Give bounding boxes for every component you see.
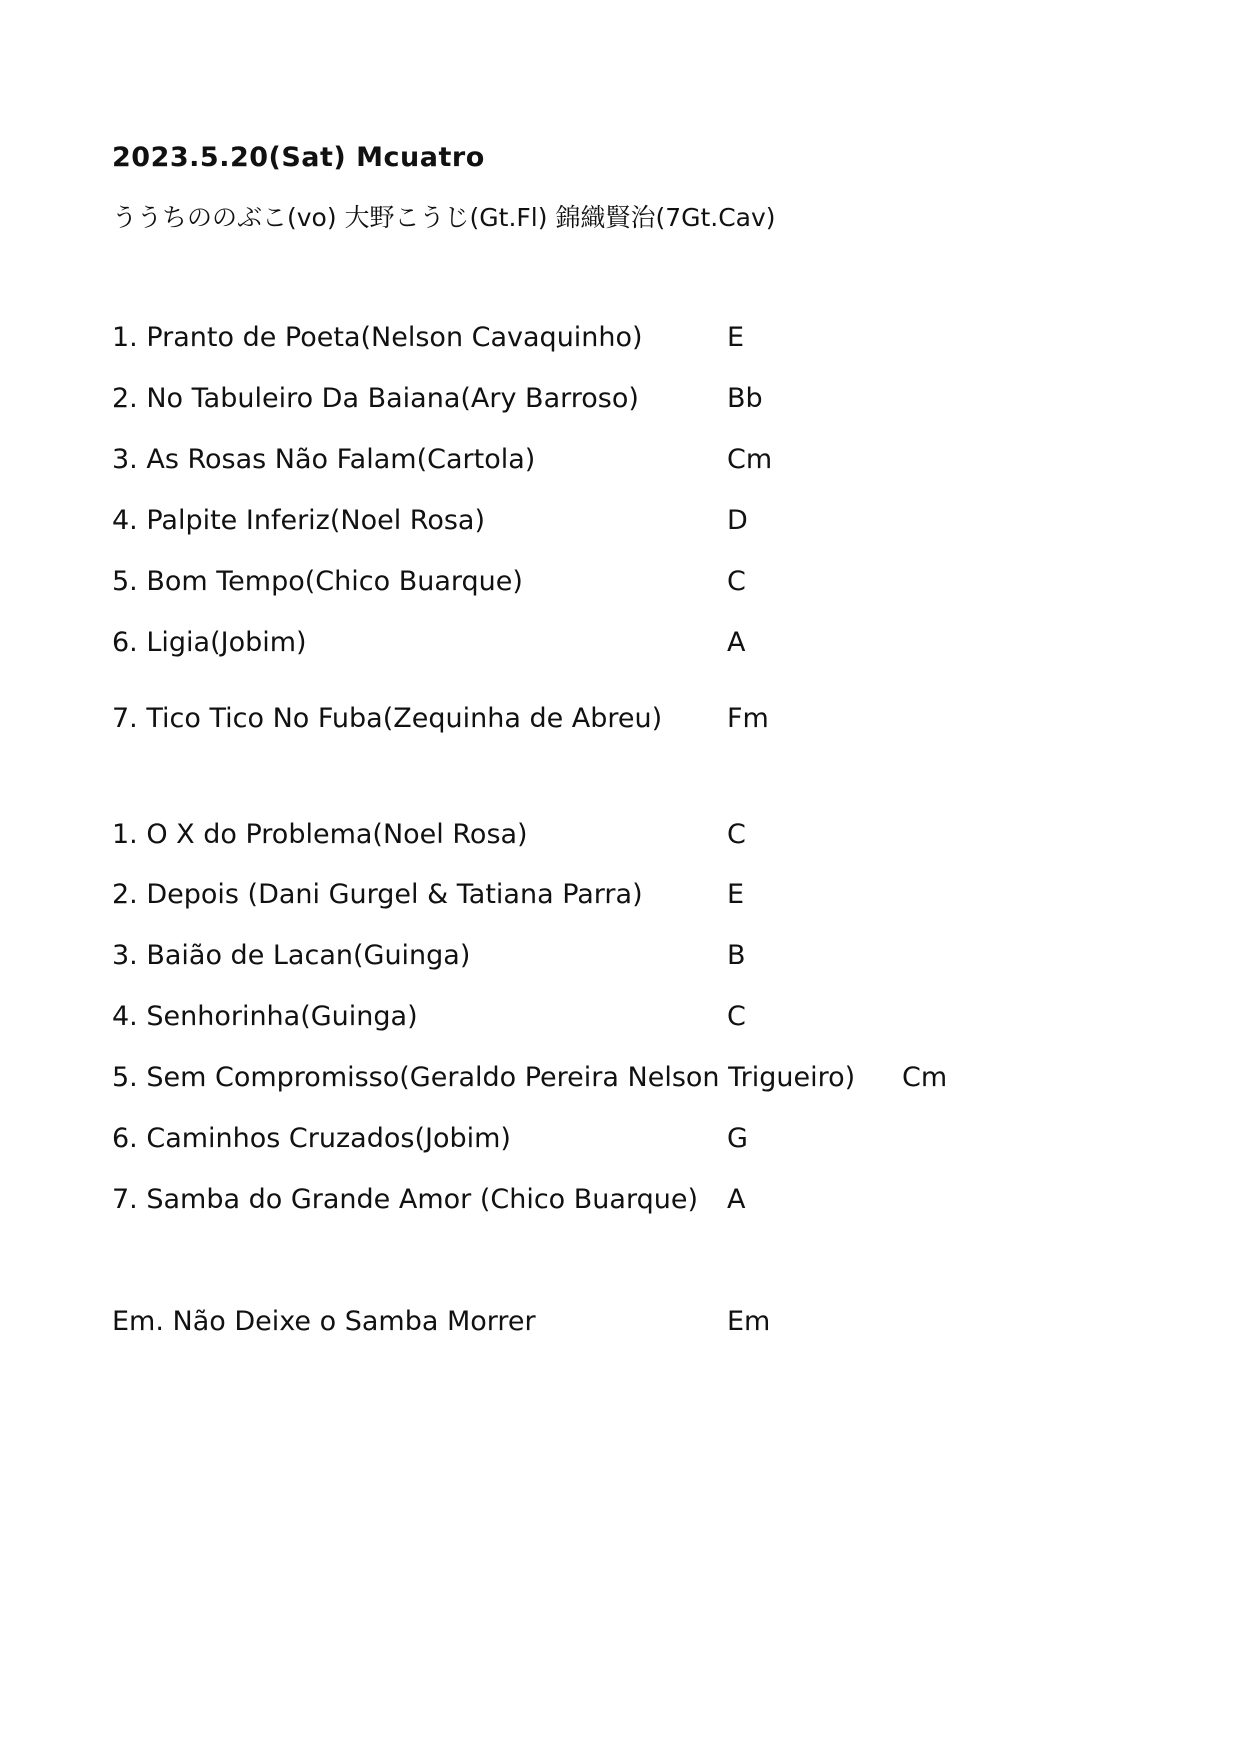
song-title: 7. Samba do Grande Amor (Chico Buarque)	[112, 1184, 698, 1215]
song-key: Fm	[727, 703, 769, 734]
song-key: Bb	[727, 383, 763, 414]
song-key: C	[727, 819, 746, 850]
song-key: Cm	[902, 1062, 948, 1093]
song-key: E	[727, 879, 745, 910]
song-key: B	[727, 940, 746, 971]
song-key: E	[727, 322, 745, 353]
song-title: 4. Palpite Inferiz(Noel Rosa)	[112, 505, 486, 536]
song-title: 3. As Rosas Não Falam(Cartola)	[112, 444, 536, 475]
song-title: 5. Bom Tempo(Chico Buarque)	[112, 566, 523, 597]
song-title: 1. Pranto de Poeta(Nelson Cavaquinho)	[112, 322, 643, 353]
member-list: ううちののぶこ(vo) 大野こうじ(Gt.Fl) 錦織賢治(7Gt.Cav)	[112, 203, 776, 232]
song-title: 1. O X do Problema(Noel Rosa)	[112, 819, 528, 850]
song-title: 4. Senhorinha(Guinga)	[112, 1001, 418, 1032]
song-key: C	[727, 1001, 746, 1032]
song-key: C	[727, 566, 746, 597]
song-title: 2. Depois (Dani Gurgel & Tatiana Parra)	[112, 879, 643, 910]
song-key: Em	[727, 1306, 771, 1337]
song-key: A	[727, 1184, 746, 1215]
song-title: 6. Ligia(Jobim)	[112, 627, 307, 658]
song-key: D	[727, 505, 748, 536]
song-title: 2. No Tabuleiro Da Baiana(Ary Barroso)	[112, 383, 639, 414]
page-title: 2023.5.20(Sat) Mcuatro	[112, 142, 485, 173]
song-title: 7. Tico Tico No Fuba(Zequinha de Abreu)	[112, 703, 663, 734]
song-key: A	[727, 627, 746, 658]
song-key: G	[727, 1123, 748, 1154]
song-title: Em. Não Deixe o Samba Morrer	[112, 1306, 536, 1337]
song-title: 5. Sem Compromisso(Geraldo Pereira Nelson Trigueiro)	[112, 1062, 856, 1093]
song-title: 6. Caminhos Cruzados(Jobim)	[112, 1123, 511, 1154]
song-key: Cm	[727, 444, 773, 475]
song-title: 3. Baião de Lacan(Guinga)	[112, 940, 471, 971]
